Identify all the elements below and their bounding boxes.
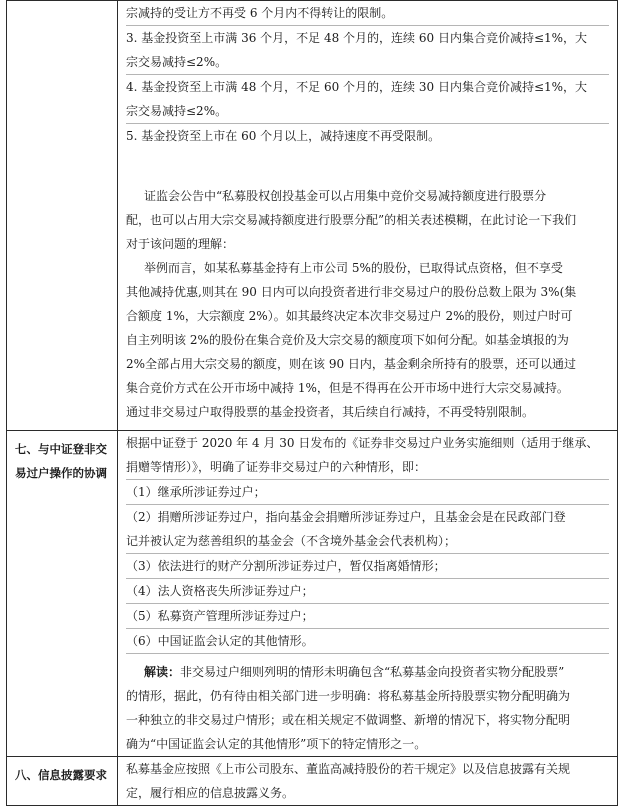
analysis-paragraph (118, 660, 617, 756)
list-item: （2）捐赠所涉证券过户，指向基金会捐赠所涉证券过户，且基金会是在民政部门登 (126, 510, 566, 524)
list-item: 记并被认定为慈善组织的基金会（不含境外基金会代表机构）； (126, 529, 609, 554)
list-line: 5. 基金投资至上市在 60 个月以上，减持速度不再受限制。 (126, 129, 441, 143)
paragraph-line: 捐赠等情形）》，明确了证券非交易过户的六种情形，即： (126, 455, 609, 480)
section-8-label: 八、信息披露要求 (15, 768, 107, 782)
paragraph-line: 自主列明该 2%的股份在集合竞价及大宗交易的额度项下如何分配。如基金填报的为 (126, 333, 569, 347)
paragraph-line: 举例而言，如某私募基金持有上市公司 5%的股份，已取得试点资格，但不享受 (144, 261, 563, 275)
content-cell (118, 1, 618, 431)
section-8-label-cell (7, 757, 118, 806)
spacer (118, 148, 617, 184)
paragraph-line: 集合竞价方式在公开市场中减持 1%，但是不得再在公开市场中进行大宗交易减持。 (126, 381, 569, 395)
paragraph-line: 通过非交易过户取得股票的基金投资者，其后续自行减持，不再受特别限制。 (126, 405, 535, 419)
paragraph-line: 合额度 1%，大宗额度 2%）。如其最终决定本次非交易过户 2%的股份，则过户时可 (126, 309, 573, 323)
paragraph-line: 根据中证登于 2020 年 4 月 30 日发布的《证券非交易过户业务实施细则（适用于继承、 (126, 436, 599, 450)
list-item: （3）依法进行的财产分割所涉证券过户，暂仅指离婚情形； (126, 554, 609, 579)
paragraph-line: 私募基金应按照《上市公司股东、董监高减持股份的若干规定》以及信息披露有关规 (126, 762, 571, 776)
analysis-label: 解读： (144, 665, 181, 679)
reduction-rules-list (118, 1, 617, 148)
section-7-label: 七、与中证登非交 易过户操作的协调 (15, 442, 107, 480)
list-line: 4. 基金投资至上市满 48 个月，不足 60 个月的，连续 30 日内集合竞价减持≤1%，大 (126, 80, 588, 94)
label-cell-empty (7, 1, 118, 431)
paragraph-line: 的情形，据此，仍有待由相关部门进一步明确：将私募基金所持股票实物分配明确为 (126, 689, 571, 703)
discussion-paragraph (118, 184, 617, 256)
list-line: 3. 基金投资至上市满 36 个月，不足 48 个月的，连续 60 日内集合竞价减持≤1%，大 (126, 31, 588, 45)
section-8-content-cell (118, 757, 618, 806)
section-8-text (118, 757, 617, 805)
list-item: （6）中国证监会认定的其他情形。 (126, 629, 609, 654)
list-item: （1）继承所涉证券过户； (126, 480, 609, 505)
table-row (7, 757, 618, 806)
paragraph-line: 定，履行相应的信息披露义务。 (126, 786, 295, 800)
paragraph-line: 配，也可以占用大宗交易减持额度进行股票分配”的相关表述模糊，在此讨论一下我们 (126, 213, 577, 227)
list-item: （5）私募资产管理所涉证券过户； (126, 604, 609, 629)
table-row (7, 1, 618, 431)
list-item: （4）法人资格丧失所涉证券过户； (126, 579, 609, 604)
list-line: 宗减持的受让方不再受 6 个月内不得转让的限制。 (126, 1, 609, 26)
section-7-content-cell (118, 431, 618, 757)
paragraph-line: 解读：非交易过户细则列明的情形未明确包含“私募基金向投资者实物分配股票” (144, 665, 565, 679)
paragraph-line: 一种独立的非交易过户情形；或在相关规定不做调整、新增的情况下，将实物分配明 (126, 713, 571, 727)
paragraph-line: 确为“中国证监会认定的其他情形”项下的特定情形之一。 (126, 737, 427, 751)
list-line: 宗交易减持≤2%。 (126, 50, 609, 75)
paragraph-line: 2%全部占用大宗交易的额度，则在该 90 日内，基金剩余所持有的股票，还可以通过 (126, 357, 576, 371)
example-paragraph (118, 256, 617, 424)
paragraph-line: 证监会公告中“私募股权创投基金可以占用集中竞价交易减持额度进行股票分 (144, 189, 547, 203)
section-7-label-cell (7, 431, 118, 757)
section-7-intro (118, 431, 617, 654)
document-table (6, 0, 618, 806)
paragraph-line: 其他减持优惠,则其在 90 日内可以向投资者进行非交易过户的股份总数上限为 3%(集 (126, 285, 577, 299)
paragraph-line: 对于该问题的理解： (126, 237, 235, 251)
table-row (7, 431, 618, 757)
list-line: 宗交易减持≤2%。 (126, 99, 609, 124)
